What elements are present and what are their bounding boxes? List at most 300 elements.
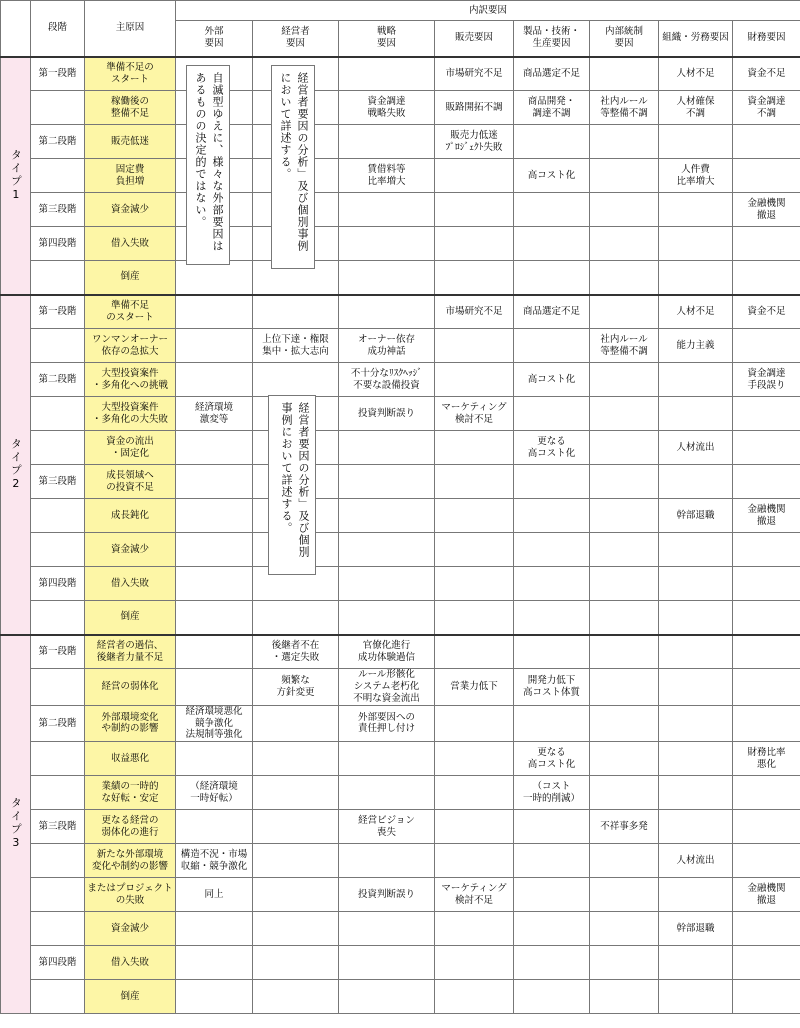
- factor-cell: 人材確保 不調: [659, 91, 733, 125]
- factor-cell: 人材不足: [659, 295, 733, 329]
- factor-cell: [590, 844, 659, 878]
- factor-cell: [659, 810, 733, 844]
- factor-cell: 同上: [176, 878, 253, 912]
- factor-cell: 幹部退職: [659, 912, 733, 946]
- factor-cell: [659, 397, 733, 431]
- factor-cell: 人材不足: [659, 57, 733, 91]
- main-cause-cell: 借入失敗: [85, 946, 176, 980]
- factor-cell: （コスト 一時的削減）: [514, 776, 590, 810]
- factor-cell: [733, 635, 800, 669]
- factor-cell: [733, 705, 800, 742]
- factor-cell: [514, 193, 590, 227]
- table-row: [1, 431, 800, 465]
- factor-cell: [514, 635, 590, 669]
- factor-cell: 金融機関 撤退: [733, 499, 800, 533]
- factor-cell: 社内ルール 等整備不調: [590, 329, 659, 363]
- factor-cell: [590, 669, 659, 706]
- header-column: 製品・技術・ 生産要因: [514, 21, 590, 57]
- stage-cell: 第一段階: [31, 295, 85, 329]
- factor-cell: ルール形骸化 システム老朽化 不明な資金流出: [339, 669, 435, 706]
- factor-cell: [733, 946, 800, 980]
- stage-cell: [31, 912, 85, 946]
- factor-cell: [590, 705, 659, 742]
- factor-cell: [176, 980, 253, 1014]
- factor-cell: [590, 499, 659, 533]
- factor-cell: [339, 912, 435, 946]
- table-row: [1, 946, 800, 980]
- table-body: [1, 57, 800, 1014]
- factor-cell: [176, 635, 253, 669]
- factor-cell: [176, 261, 253, 295]
- factor-cell: [435, 465, 514, 499]
- factor-cell: [514, 980, 590, 1014]
- stage-cell: [31, 159, 85, 193]
- stage-cell: [31, 431, 85, 465]
- table-row: [1, 91, 800, 125]
- table-row: [1, 159, 800, 193]
- table-row: [1, 776, 800, 810]
- factor-cell: [253, 705, 339, 742]
- main-cause-cell: 資金の流出 ・固定化: [85, 431, 176, 465]
- factor-cell: 経営ビジョン 喪失: [339, 810, 435, 844]
- stage-cell: [31, 776, 85, 810]
- factor-cell: [435, 776, 514, 810]
- factor-cell: [733, 397, 800, 431]
- factor-cell: [514, 533, 590, 567]
- factor-cell: [339, 567, 435, 601]
- table-row: [1, 295, 800, 329]
- factor-cell: [253, 878, 339, 912]
- factor-cell: [659, 227, 733, 261]
- factor-cell: [590, 980, 659, 1014]
- factor-cell: [590, 397, 659, 431]
- factor-cell: [176, 329, 253, 363]
- factor-cell: [659, 946, 733, 980]
- type-label: タイプ1: [1, 57, 31, 295]
- stage-cell: 第三段階: [31, 193, 85, 227]
- factor-cell: [590, 567, 659, 601]
- factor-cell: （経済環境 一時好転）: [176, 776, 253, 810]
- factor-cell: [339, 261, 435, 295]
- factor-cell: [514, 125, 590, 159]
- table-row: [1, 261, 800, 295]
- main-cause-cell: 固定費 負担増: [85, 159, 176, 193]
- factor-cell: [339, 601, 435, 635]
- factor-cell: [659, 261, 733, 295]
- factor-cell: [514, 261, 590, 295]
- factor-cell: [590, 533, 659, 567]
- factor-cell: 開発力低下 高コスト体質: [514, 669, 590, 706]
- factor-cell: 幹部退職: [659, 499, 733, 533]
- main-cause-cell: 資金減少: [85, 533, 176, 567]
- stage-cell: 第二段階: [31, 125, 85, 159]
- factor-cell: 資金調達 戦略失敗: [339, 91, 435, 125]
- factor-cell: 人件費 比率増大: [659, 159, 733, 193]
- header-stage: 段階: [31, 1, 85, 57]
- stage-cell: [31, 669, 85, 706]
- factor-cell: [435, 601, 514, 635]
- factor-cell: [435, 499, 514, 533]
- factor-cell: [590, 465, 659, 499]
- factor-cell: [514, 946, 590, 980]
- main-cause-cell: 準備不足 のスタート: [85, 295, 176, 329]
- table-row: [1, 669, 800, 706]
- type-label: タイプ3: [1, 635, 31, 1014]
- factor-cell: 後継者不在 ・選定失敗: [253, 635, 339, 669]
- main-cause-cell: 成長領域へ の投資不足: [85, 465, 176, 499]
- factor-cell: [176, 810, 253, 844]
- main-cause-cell: 大型投資案件 ・多角化の大失敗: [85, 397, 176, 431]
- stage-cell: 第三段階: [31, 465, 85, 499]
- header-main-cause: 主原因: [85, 1, 176, 57]
- stage-cell: 第四段階: [31, 227, 85, 261]
- main-cause-cell: 販売低迷: [85, 125, 176, 159]
- factor-cell: [514, 705, 590, 742]
- type2-manager-note: 経営者要因の分析」及び個別事例において詳述する。: [268, 395, 316, 575]
- table-row: [1, 533, 800, 567]
- factor-cell: [733, 776, 800, 810]
- stage-cell: 第二段階: [31, 705, 85, 742]
- factor-cell: [339, 946, 435, 980]
- factor-cell: [590, 193, 659, 227]
- main-cause-cell: 外部環境変化 や制約の影響: [85, 705, 176, 742]
- factor-cell: [590, 946, 659, 980]
- main-cause-cell: 資金減少: [85, 912, 176, 946]
- table-row: [1, 705, 800, 742]
- factor-cell: 商品選定不足: [514, 57, 590, 91]
- stage-cell: 第三段階: [31, 810, 85, 844]
- factor-cell: [339, 742, 435, 776]
- factor-cell: [590, 912, 659, 946]
- main-cause-cell: またはプロジェクト の失敗: [85, 878, 176, 912]
- header-column: 外部 要因: [176, 21, 253, 57]
- type-label: タイプ2: [1, 295, 31, 635]
- factor-cell: [590, 635, 659, 669]
- main-cause-cell: 業績の一時的 な好転・安定: [85, 776, 176, 810]
- header-column: 経営者 要因: [253, 21, 339, 57]
- factor-cell: [733, 125, 800, 159]
- factor-cell: [733, 980, 800, 1014]
- factor-cell: [339, 295, 435, 329]
- factor-cell: 商品開発・ 調達不調: [514, 91, 590, 125]
- factor-cell: 投資判断誤り: [339, 878, 435, 912]
- factor-cell: [733, 601, 800, 635]
- table-row: [1, 912, 800, 946]
- table-row: [1, 125, 800, 159]
- table-row: [1, 363, 800, 397]
- factor-cell: 営業力低下: [435, 669, 514, 706]
- factor-cell: [253, 912, 339, 946]
- factor-cell: [590, 159, 659, 193]
- factor-cell: [176, 465, 253, 499]
- factor-cell: [733, 844, 800, 878]
- factor-cell: オーナー依存 成功神話: [339, 329, 435, 363]
- factor-cell: 人材流出: [659, 431, 733, 465]
- main-cause-cell: 準備不足の スタート: [85, 57, 176, 91]
- type1-manager-note: 経営者要因の分析」及び個別事例において詳述する。: [271, 65, 315, 269]
- factor-cell: [659, 635, 733, 669]
- header-corner: [1, 1, 31, 57]
- factor-cell: 財務比率 悪化: [733, 742, 800, 776]
- main-cause-cell: 借入失敗: [85, 227, 176, 261]
- factor-cell: 資金調達 手段誤り: [733, 363, 800, 397]
- factor-cell: [514, 810, 590, 844]
- factor-cell: 高コスト化: [514, 363, 590, 397]
- factor-cell: [733, 533, 800, 567]
- factor-cell: [733, 261, 800, 295]
- header-column: 組織・労務要因: [659, 21, 733, 57]
- table-row: [1, 980, 800, 1014]
- factor-cell: 資金不足: [733, 295, 800, 329]
- factor-cell: 資金調達 不調: [733, 91, 800, 125]
- factor-cell: [659, 705, 733, 742]
- factor-cell: [514, 499, 590, 533]
- table-row: [1, 499, 800, 533]
- main-cause-cell: 倒産: [85, 601, 176, 635]
- factor-cell: [733, 567, 800, 601]
- factor-cell: [659, 533, 733, 567]
- factor-cell: [733, 159, 800, 193]
- factor-cell: 賃借料等 比率増大: [339, 159, 435, 193]
- factor-cell: [339, 193, 435, 227]
- factor-cell: [435, 567, 514, 601]
- factor-cell: 更なる 高コスト化: [514, 431, 590, 465]
- factor-cell: [733, 912, 800, 946]
- factor-cell: [253, 295, 339, 329]
- factor-cell: 外部要因への 責任押し付け: [339, 705, 435, 742]
- stage-cell: [31, 397, 85, 431]
- header-breakdown: 内訳要因: [176, 1, 800, 21]
- factor-cell: [659, 669, 733, 706]
- table-row: [1, 465, 800, 499]
- factor-cell: [176, 742, 253, 776]
- factor-cell: [339, 844, 435, 878]
- main-cause-cell: 更なる経営の 弱体化の進行: [85, 810, 176, 844]
- main-cause-cell: 倒産: [85, 980, 176, 1014]
- stage-cell: 第一段階: [31, 635, 85, 669]
- stage-cell: [31, 742, 85, 776]
- factor-cell: [253, 742, 339, 776]
- factor-cell: [339, 57, 435, 91]
- factor-cell: [435, 329, 514, 363]
- main-cause-cell: 借入失敗: [85, 567, 176, 601]
- factor-cell: [339, 980, 435, 1014]
- factor-cell: 金融機関 撤退: [733, 193, 800, 227]
- factor-cell: [590, 363, 659, 397]
- factor-cell: [339, 776, 435, 810]
- factor-cell: [659, 776, 733, 810]
- factor-cell: [659, 465, 733, 499]
- factor-cell: [659, 742, 733, 776]
- stage-cell: [31, 533, 85, 567]
- table-row: [1, 329, 800, 363]
- stage-cell: [31, 91, 85, 125]
- main-cause-cell: 経営者の過信、 後継者力量不足: [85, 635, 176, 669]
- factor-cell: 官僚化進行 成功体験過信: [339, 635, 435, 669]
- factor-cell: [590, 125, 659, 159]
- stage-cell: [31, 329, 85, 363]
- stage-cell: [31, 980, 85, 1014]
- factor-cell: 不十分なﾘｽｸﾍｯｼﾞ 不要な設備投資: [339, 363, 435, 397]
- main-cause-cell: 資金減少: [85, 193, 176, 227]
- factor-cell: [659, 878, 733, 912]
- stage-cell: [31, 499, 85, 533]
- factor-cell: [435, 159, 514, 193]
- factor-cell: [435, 980, 514, 1014]
- factor-cell: 頻繁な 方針変更: [253, 669, 339, 706]
- factor-cell: [590, 261, 659, 295]
- factor-cell: [435, 431, 514, 465]
- table-row: [1, 57, 800, 91]
- factor-cell: [176, 295, 253, 329]
- factor-cell: [435, 705, 514, 742]
- factor-cell: 販売力低迷 ﾌﾟﾛｼﾞｪｸﾄ失敗: [435, 125, 514, 159]
- main-cause-cell: 成長鈍化: [85, 499, 176, 533]
- factor-cell: 更なる 高コスト化: [514, 742, 590, 776]
- factor-cell: マーケティング 検討不足: [435, 878, 514, 912]
- factor-cell: [253, 810, 339, 844]
- factor-cell: [514, 397, 590, 431]
- factor-cell: [435, 533, 514, 567]
- factor-cell: [514, 878, 590, 912]
- factor-cell: 資金不足: [733, 57, 800, 91]
- header-column: 販売要因: [435, 21, 514, 57]
- main-cause-cell: ワンマンオーナー 依存の急拡大: [85, 329, 176, 363]
- main-cause-cell: 収益悪化: [85, 742, 176, 776]
- factor-cell: 経済環境悪化 競争激化 法規制等強化: [176, 705, 253, 742]
- factor-cell: [590, 295, 659, 329]
- factor-cell: [514, 227, 590, 261]
- factor-cell: [435, 844, 514, 878]
- table-row: [1, 227, 800, 261]
- table-row: [1, 810, 800, 844]
- table-row: [1, 397, 800, 431]
- factor-cell: [253, 776, 339, 810]
- factor-cell: [339, 431, 435, 465]
- factor-cell: [435, 946, 514, 980]
- type1-external-note: 自滅型ゆえに、様々な外部要因はあるものの決定的ではない。: [186, 65, 230, 265]
- factor-cell: [253, 980, 339, 1014]
- factor-cell: [514, 329, 590, 363]
- table-row: [1, 878, 800, 912]
- factor-cell: [176, 363, 253, 397]
- factor-cell: [435, 810, 514, 844]
- factor-cell: [590, 601, 659, 635]
- factor-cell: [733, 431, 800, 465]
- factor-cell: [176, 601, 253, 635]
- stage-cell: [31, 844, 85, 878]
- main-cause-cell: 大型投資案件 ・多角化への挑戦: [85, 363, 176, 397]
- factor-cell: 販路開拓不調: [435, 91, 514, 125]
- table-row: [1, 742, 800, 776]
- factor-cell: [590, 776, 659, 810]
- table-row: [1, 193, 800, 227]
- factor-cell: [435, 261, 514, 295]
- factor-cell: [590, 878, 659, 912]
- factor-cell: 市場研究不足: [435, 57, 514, 91]
- factor-cell: 社内ルール 等整備不調: [590, 91, 659, 125]
- factor-cell: 人材流出: [659, 844, 733, 878]
- factor-cell: [659, 193, 733, 227]
- table-row: [1, 601, 800, 635]
- factor-cell: マーケティング 検討不足: [435, 397, 514, 431]
- factor-cell: [435, 742, 514, 776]
- factor-cell: [176, 912, 253, 946]
- factor-cell: 金融機関 撤退: [733, 878, 800, 912]
- factor-cell: [253, 946, 339, 980]
- main-cause-cell: 倒産: [85, 261, 176, 295]
- factor-cell: [659, 567, 733, 601]
- factor-cell: 投資判断誤り: [339, 397, 435, 431]
- stage-cell: 第一段階: [31, 57, 85, 91]
- factor-cell: [253, 363, 339, 397]
- factor-cell: [590, 742, 659, 776]
- factor-cell: [659, 363, 733, 397]
- main-cause-cell: 新たな外部環境 変化や制約の影響: [85, 844, 176, 878]
- factor-cell: [659, 125, 733, 159]
- factor-cell: [339, 499, 435, 533]
- table-header: [1, 1, 800, 57]
- table-row: [1, 635, 800, 669]
- factor-cell: [435, 635, 514, 669]
- header-column: 内部統制 要因: [590, 21, 659, 57]
- stage-cell: 第四段階: [31, 567, 85, 601]
- factor-cell: [435, 193, 514, 227]
- factor-cell: [435, 227, 514, 261]
- factor-cell: [176, 567, 253, 601]
- factor-cell: 商品選定不足: [514, 295, 590, 329]
- factor-cell: [514, 465, 590, 499]
- table-row: [1, 844, 800, 878]
- factor-cell: [733, 465, 800, 499]
- stage-cell: 第四段階: [31, 946, 85, 980]
- stage-cell: [31, 878, 85, 912]
- factor-cell: 能力主義: [659, 329, 733, 363]
- factor-cell: [339, 465, 435, 499]
- stage-cell: [31, 261, 85, 295]
- factor-cell: 経済環境 激変等: [176, 397, 253, 431]
- factor-cell: 構造不況・市場 収縮・競争激化: [176, 844, 253, 878]
- factor-cell: [514, 844, 590, 878]
- factor-cell: [339, 125, 435, 159]
- factor-cell: [339, 227, 435, 261]
- factor-cell: [733, 810, 800, 844]
- stage-cell: [31, 601, 85, 635]
- factor-cell: [176, 946, 253, 980]
- factor-cell: [176, 431, 253, 465]
- factor-cell: [514, 601, 590, 635]
- factor-cell: [435, 363, 514, 397]
- factor-cell: [733, 227, 800, 261]
- factor-cell: [176, 533, 253, 567]
- stage-cell: 第二段階: [31, 363, 85, 397]
- factor-cell: [176, 499, 253, 533]
- factor-cell: [514, 912, 590, 946]
- factor-cell: [733, 329, 800, 363]
- factor-cell: [659, 601, 733, 635]
- factor-cell: [659, 980, 733, 1014]
- factor-cell: [514, 567, 590, 601]
- header-column: 戦略 要因: [339, 21, 435, 57]
- header-column: 財務要因: [733, 21, 800, 57]
- factor-cell: [253, 601, 339, 635]
- factor-cell: [176, 669, 253, 706]
- factor-cell: [590, 57, 659, 91]
- main-cause-cell: 経営の弱体化: [85, 669, 176, 706]
- factor-cell: [590, 227, 659, 261]
- factor-cell: 市場研究不足: [435, 295, 514, 329]
- factor-cell: 不祥事多発: [590, 810, 659, 844]
